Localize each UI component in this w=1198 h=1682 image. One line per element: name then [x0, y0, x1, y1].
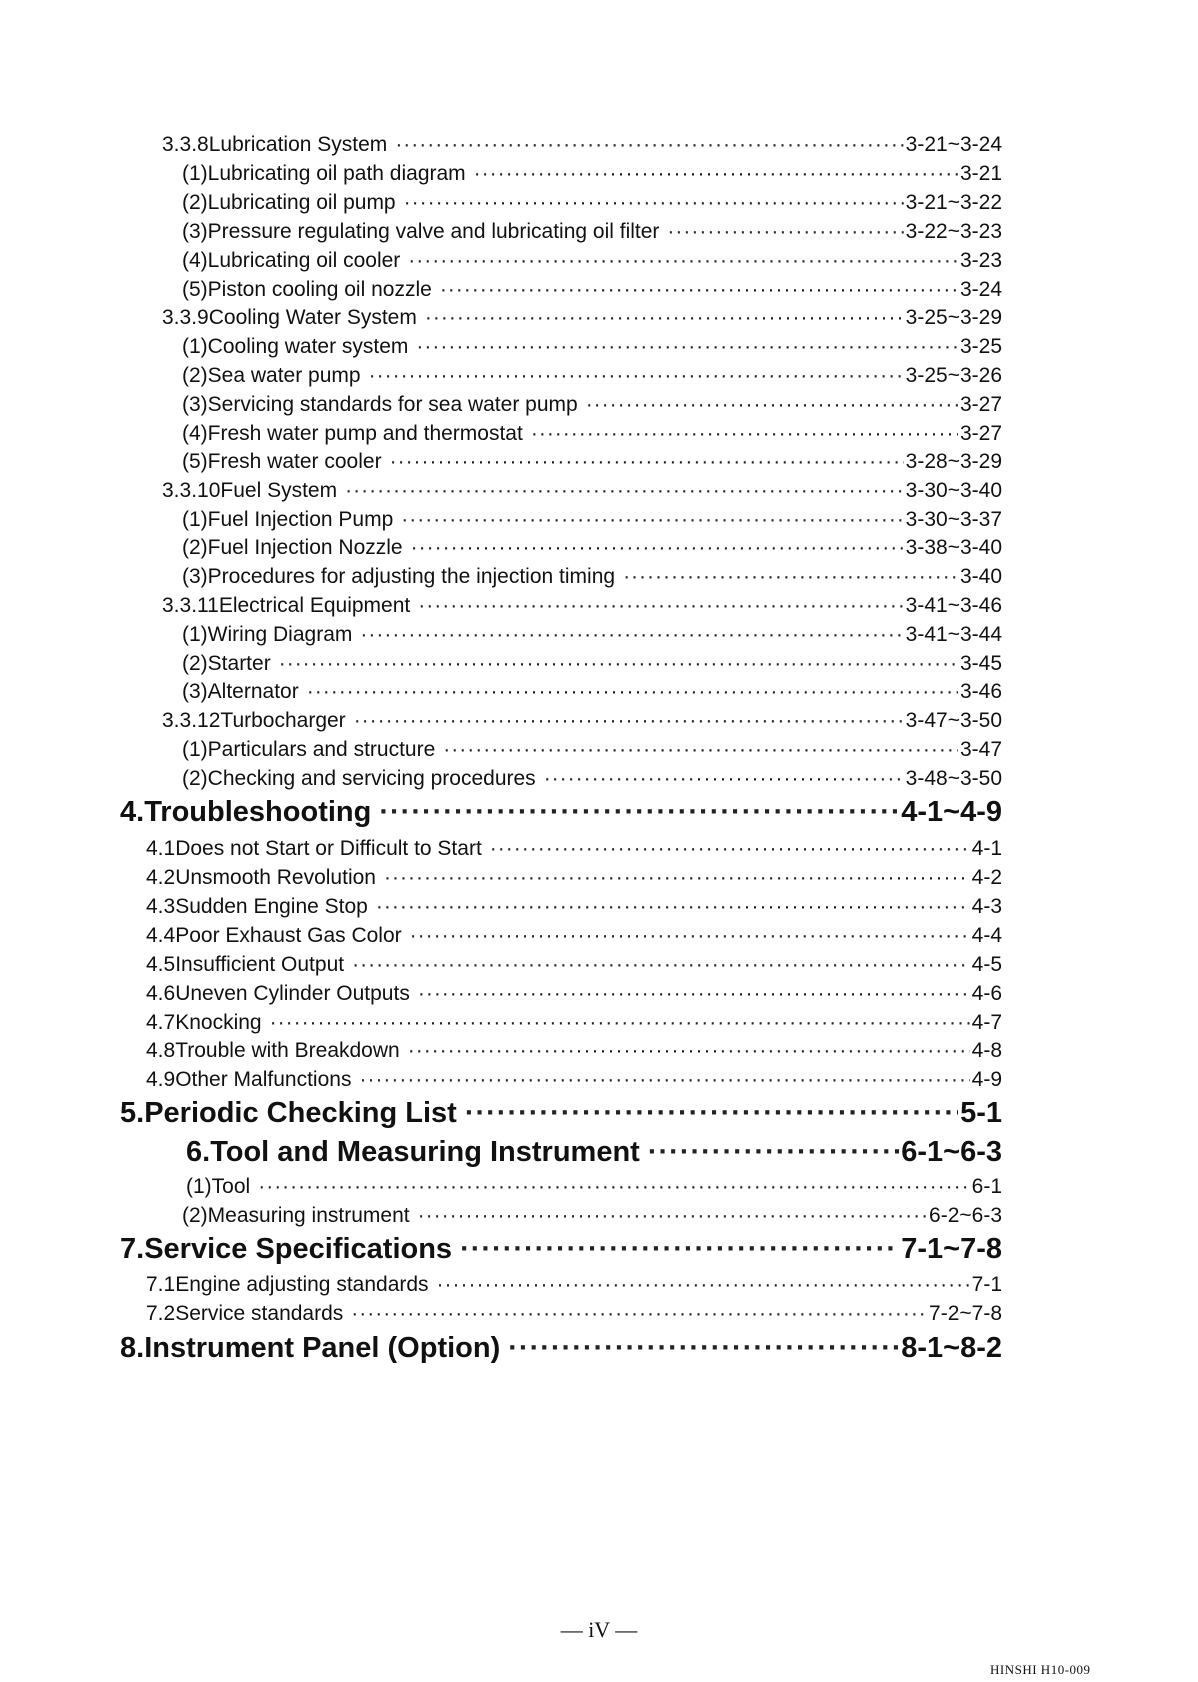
- dot-leader: [354, 709, 904, 733]
- toc-entry[interactable]: [146, 1302, 1002, 1326]
- toc-entry-page: 3-47: [959, 738, 1002, 761]
- toc-entry-title: Service Specifications: [144, 1233, 453, 1265]
- dot-leader: [460, 1233, 899, 1266]
- toc-entry[interactable]: [182, 508, 1002, 532]
- dot-leader: [376, 895, 970, 919]
- dot-leader: [379, 796, 899, 829]
- toc-entry-number: (1): [182, 162, 208, 185]
- toc-entry-number: (3): [182, 680, 208, 703]
- toc-entry-page: 4-5: [971, 953, 1002, 976]
- dot-leader: [544, 767, 904, 791]
- toc-entry[interactable]: [182, 623, 1002, 647]
- toc-entry-page: 3-23: [959, 249, 1002, 272]
- toc-entry-number: 4.9: [146, 1068, 176, 1091]
- toc-entry[interactable]: [182, 738, 1002, 762]
- toc-entry[interactable]: [146, 895, 1002, 919]
- toc-entry-number: (5): [182, 278, 208, 301]
- toc-entry-page: 3-22~3-23: [905, 220, 1002, 243]
- toc-entry-number: 3.3.10: [162, 479, 221, 502]
- toc-entry-page: 3-38~3-40: [905, 536, 1002, 559]
- dot-leader: [307, 680, 958, 704]
- page-number: — iV —: [560, 1617, 638, 1642]
- toc-entry-page: 3-46: [959, 680, 1002, 703]
- toc-entry-title: Starter: [207, 652, 271, 675]
- toc-entry-title: Cooling water system: [207, 335, 409, 358]
- toc-entry-number: (1): [182, 738, 208, 761]
- dot-leader: [404, 191, 904, 215]
- toc-entry[interactable]: [182, 1204, 1002, 1228]
- dot-leader: [352, 953, 970, 977]
- toc-entry-page: 3-25~3-26: [905, 364, 1002, 387]
- dot-leader: [586, 393, 958, 417]
- dot-leader: [648, 1136, 899, 1169]
- toc-entry-page: 3-30~3-40: [905, 479, 1002, 502]
- toc-entry-title: Fresh water cooler: [207, 450, 382, 473]
- toc-entry-title: Fuel Injection Pump: [207, 508, 394, 531]
- toc-entry-page: 3-30~3-37: [905, 508, 1002, 531]
- dot-leader: [359, 1068, 969, 1092]
- toc-entry-number: (2): [182, 536, 208, 559]
- toc-entry[interactable]: [146, 1273, 1002, 1297]
- toc-entry-number: (2): [182, 191, 208, 214]
- toc-entry[interactable]: [120, 796, 1002, 829]
- toc-entry-title: Pressure regulating valve and lubricating oil filter: [207, 220, 660, 243]
- dot-leader: [369, 364, 904, 388]
- toc-entry-number: 4.4: [146, 924, 176, 947]
- dot-leader: [490, 837, 970, 861]
- toc-entry[interactable]: [146, 837, 1002, 861]
- toc-entry-title: Lubrication System: [208, 133, 388, 156]
- toc-entry-title: Troubleshooting: [144, 796, 372, 828]
- toc-entry-title: Lubricating oil pump: [207, 191, 396, 214]
- toc-entry-title: Lubricating oil cooler: [207, 249, 401, 272]
- toc-entry-title: Fuel System: [220, 479, 338, 502]
- toc-entry[interactable]: [182, 393, 1002, 417]
- dot-leader: [443, 738, 958, 762]
- toc-entry[interactable]: [182, 364, 1002, 388]
- toc-entry-page: 7-1~7-8: [901, 1233, 1002, 1265]
- toc-entry-page: 6-2~6-3: [929, 1204, 1002, 1227]
- dot-leader: [667, 220, 903, 244]
- toc-entry-number: 4.: [120, 796, 145, 828]
- toc-entry-page: 3-24: [959, 278, 1002, 301]
- toc-entry-number: 4.8: [146, 1039, 176, 1062]
- toc-entry-page: 4-9: [971, 1068, 1002, 1091]
- toc-entry[interactable]: [186, 1136, 1002, 1169]
- toc-entry-title: Service standards: [175, 1302, 344, 1325]
- toc-entry[interactable]: [182, 278, 1002, 302]
- toc-entry-number: 4.6: [146, 982, 176, 1005]
- toc-entry-title: Unsmooth Revolution: [175, 866, 376, 889]
- toc-entry-number: (2): [182, 652, 208, 675]
- toc-entry-title: Servicing standards for sea water pump: [207, 393, 578, 416]
- document-code: HINSHI H10-009: [990, 1662, 1091, 1677]
- dot-leader: [531, 422, 958, 446]
- toc-entry[interactable]: [182, 249, 1002, 273]
- dot-leader: [345, 479, 904, 503]
- toc-entry-page: 3-48~3-50: [905, 767, 1002, 790]
- toc-entry-number: (1): [182, 335, 208, 358]
- toc-entry-page: 4-1~4-9: [901, 796, 1002, 828]
- toc-entry-page: 3-25: [959, 335, 1002, 358]
- dot-leader: [416, 335, 958, 359]
- dot-leader: [410, 924, 970, 948]
- toc-entry-page: 3-40: [959, 565, 1002, 588]
- toc-entry[interactable]: [182, 335, 1002, 359]
- toc-entry-page: 3-41~3-46: [905, 594, 1002, 617]
- toc-entry-title: Sea water pump: [207, 364, 361, 387]
- toc-entry[interactable]: [182, 536, 1002, 560]
- toc-entry-page: 4-2: [971, 866, 1002, 889]
- toc-entry-page: 4-1: [971, 837, 1002, 860]
- toc-entry-page: 3-21~3-22: [905, 191, 1002, 214]
- toc-entry-number: 4.5: [146, 953, 176, 976]
- toc-entry-number: 6.: [186, 1136, 211, 1168]
- toc-entry[interactable]: [162, 133, 1002, 157]
- toc-entry[interactable]: [162, 594, 1002, 618]
- toc-entry-title: Instrument Panel (Option): [144, 1332, 501, 1364]
- toc-entry-number: (1): [182, 508, 208, 531]
- toc-entry-number: (2): [182, 767, 208, 790]
- toc-entry-title: Lubricating oil path diagram: [207, 162, 466, 185]
- toc-entry[interactable]: [146, 1011, 1002, 1035]
- toc-entry-title: Trouble with Breakdown: [175, 1039, 400, 1062]
- toc-entry-page: 3-27: [959, 393, 1002, 416]
- toc-entry-number: 3.3.11: [162, 594, 219, 617]
- dot-leader: [437, 1273, 970, 1297]
- toc-entry-title: Engine adjusting standards: [175, 1273, 429, 1296]
- toc-entry[interactable]: [146, 982, 1002, 1006]
- toc-entry-page: 3-41~3-44: [905, 623, 1002, 646]
- toc-entry[interactable]: [182, 565, 1002, 589]
- toc-entry-page: 4-8: [971, 1039, 1002, 1062]
- toc-entry[interactable]: [186, 1175, 1002, 1199]
- toc-entry-page: 5-1: [960, 1097, 1002, 1129]
- toc-entry[interactable]: [162, 479, 1002, 503]
- toc-entry[interactable]: [182, 191, 1002, 215]
- dot-leader: [418, 982, 970, 1006]
- toc-entry-number: (2): [182, 364, 208, 387]
- toc-entry-number: (3): [182, 565, 208, 588]
- dot-leader: [390, 450, 904, 474]
- toc-entry-page: 4-7: [971, 1011, 1002, 1034]
- toc-entry[interactable]: [182, 220, 1002, 244]
- toc-entry-title: Particulars and structure: [207, 738, 436, 761]
- toc-entry-number: 3.3.12: [162, 709, 221, 732]
- dot-leader: [408, 249, 958, 273]
- toc-entry-title: Does not Start or Difficult to Start: [175, 837, 482, 860]
- toc-entry-page: 3-21~3-24: [905, 133, 1002, 156]
- toc-entry[interactable]: [146, 866, 1002, 890]
- toc-entry-number: (3): [182, 220, 208, 243]
- toc-entry[interactable]: [182, 162, 1002, 186]
- toc-entry-number: 7.2: [146, 1302, 176, 1325]
- toc-entry-page: 3-27: [959, 422, 1002, 445]
- toc-entry-title: Measuring instrument: [207, 1204, 410, 1227]
- toc-entry-title: Cooling Water System: [208, 306, 417, 329]
- toc-entry-title: Sudden Engine Stop: [175, 895, 368, 918]
- toc-entry-page: 8-1~8-2: [901, 1332, 1002, 1364]
- toc-entry[interactable]: [146, 924, 1002, 948]
- toc-entry-title: Uneven Cylinder Outputs: [175, 982, 410, 1005]
- toc-entry-number: 3.3.9: [162, 306, 209, 329]
- toc-entry-number: (2): [182, 1204, 208, 1227]
- dot-leader: [425, 306, 904, 330]
- toc-entry-page: 7-2~7-8: [929, 1302, 1002, 1325]
- toc-entry-number: 7.: [120, 1233, 145, 1265]
- dot-leader: [508, 1332, 899, 1365]
- toc-entry-number: 8.: [120, 1332, 145, 1364]
- toc-entry[interactable]: [162, 709, 1002, 733]
- dot-leader: [351, 1302, 927, 1326]
- toc-entry-page: 3-21: [959, 162, 1002, 185]
- toc-entry-title: Turbocharger: [220, 709, 346, 732]
- toc-entry-page: 6-1~6-3: [901, 1136, 1002, 1168]
- toc-entry-title: Procedures for adjusting the injection timing: [207, 565, 616, 588]
- dot-leader: [474, 162, 958, 186]
- toc-entry-title: Electrical Equipment: [218, 594, 411, 617]
- dot-leader: [395, 133, 903, 157]
- dot-leader: [270, 1011, 970, 1035]
- toc-entry-title: Tool and Measuring Instrument: [210, 1136, 640, 1168]
- toc-entry[interactable]: [146, 1068, 1002, 1092]
- toc-entry-number: (1): [182, 623, 208, 646]
- toc-entry-title: Fresh water pump and thermostat: [207, 422, 523, 445]
- dot-leader: [623, 565, 958, 589]
- toc-entry-page: 3-28~3-29: [905, 450, 1002, 473]
- toc-entry-number: 5.: [120, 1097, 145, 1129]
- dot-leader: [411, 536, 904, 560]
- toc-entry[interactable]: [162, 306, 1002, 330]
- dot-leader: [384, 866, 970, 890]
- toc-entry-page: 4-4: [971, 924, 1002, 947]
- toc-entry-number: (4): [182, 422, 208, 445]
- toc-entry-number: 4.2: [146, 866, 176, 889]
- toc-entry-page: 3-47~3-50: [905, 709, 1002, 732]
- dot-leader: [440, 278, 958, 302]
- toc-entry-number: 3.3.8: [162, 133, 209, 156]
- toc-entry-title: Checking and servicing procedures: [207, 767, 536, 790]
- dot-leader: [418, 1204, 927, 1228]
- toc-entry-number: (1): [186, 1175, 212, 1198]
- toc-entry-title: Piston cooling oil nozzle: [207, 278, 432, 301]
- toc-entry[interactable]: [182, 767, 1002, 791]
- toc-entry[interactable]: [182, 450, 1002, 474]
- toc-entry-number: (4): [182, 249, 208, 272]
- toc-entry[interactable]: [120, 1233, 1002, 1266]
- toc-entry-page: 6-1: [971, 1175, 1002, 1198]
- toc-entry-title: Wiring Diagram: [207, 623, 353, 646]
- dot-leader: [408, 1039, 970, 1063]
- toc-entry[interactable]: [146, 953, 1002, 977]
- toc-entry-title: Periodic Checking List: [144, 1097, 457, 1129]
- toc-entry[interactable]: [120, 1332, 1002, 1365]
- toc-entry-page: 7-1: [971, 1273, 1002, 1296]
- toc-entry-number: 4.3: [146, 895, 176, 918]
- dot-leader: [465, 1097, 958, 1130]
- toc-entry-title: Other Malfunctions: [175, 1068, 352, 1091]
- toc-entry-title: Insufficient Output: [175, 953, 345, 976]
- toc-entry-number: (3): [182, 393, 208, 416]
- dot-leader: [279, 652, 958, 676]
- toc-entry-page: 3-45: [959, 652, 1002, 675]
- toc-entry[interactable]: [182, 680, 1002, 704]
- toc-entry-title: Fuel Injection Nozzle: [207, 536, 403, 559]
- toc-entry-page: 3-25~3-29: [905, 306, 1002, 329]
- toc-entry-page: 4-3: [971, 895, 1002, 918]
- dot-leader: [401, 508, 903, 532]
- toc-entry-title: Alternator: [207, 680, 299, 703]
- toc-entry[interactable]: [182, 422, 1002, 446]
- toc-entry[interactable]: [120, 1097, 1002, 1130]
- dot-leader: [418, 594, 903, 618]
- toc-entry-title: Knocking: [175, 1011, 262, 1034]
- toc-entry-number: 4.7: [146, 1011, 176, 1034]
- toc-entry[interactable]: [146, 1039, 1002, 1063]
- toc-entry-number: (5): [182, 450, 208, 473]
- toc-entry[interactable]: [182, 652, 1002, 676]
- toc-entry-number: 7.1: [146, 1273, 176, 1296]
- toc-entry-title: Tool: [211, 1175, 251, 1198]
- toc-entry-number: 4.1: [146, 837, 176, 860]
- dot-leader: [360, 623, 903, 647]
- dot-leader: [258, 1175, 969, 1199]
- toc-entry-page: 4-6: [971, 982, 1002, 1005]
- toc-entry-title: Poor Exhaust Gas Color: [175, 924, 402, 947]
